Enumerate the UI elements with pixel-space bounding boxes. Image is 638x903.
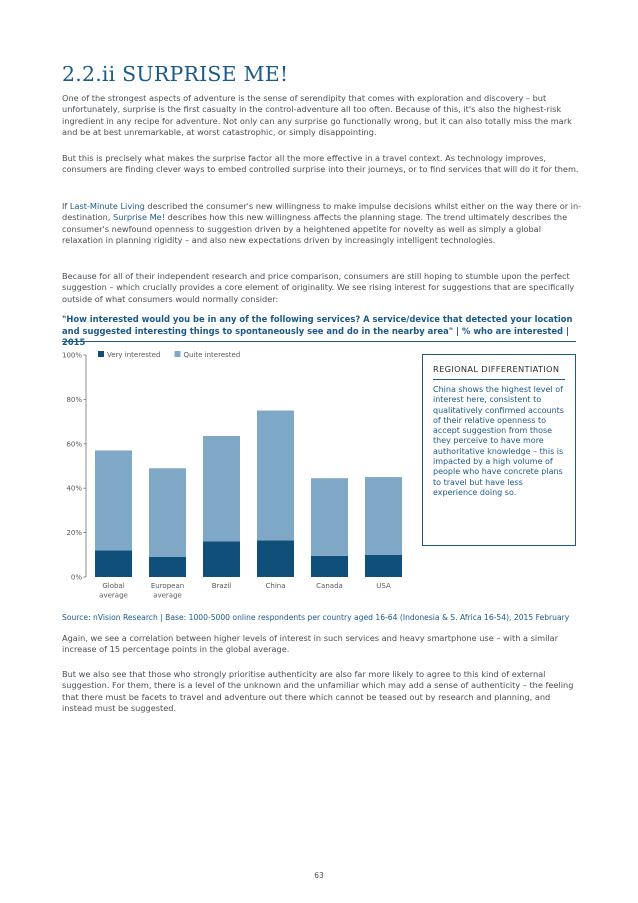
bar-segment-very-interested	[149, 557, 186, 577]
sidebox-text: China shows the highest level of interest here, consistent to qualitatively confirmed accounts of their relative openness to accept suggestion from those they perceive to have more authoritative knowledge – this is impacted by a high volume of people who have concrete plans to travel but have less experience doing so.	[433, 385, 564, 497]
x-axis-labels	[99, 582, 391, 600]
x-tick-label: China	[265, 582, 286, 590]
bar-segment-very-interested	[365, 555, 402, 577]
paragraph-3-middle: described the consumer's new willingness to make impulse decisions whilst either on the way there or in-destination,	[62, 201, 582, 223]
bar-segment-very-interested	[95, 550, 132, 577]
y-tick-label: 80%	[66, 395, 82, 404]
y-tick-label: 20%	[66, 529, 82, 538]
surprise-me-link[interactable]: Surprise Me!	[113, 212, 165, 223]
bar-segment-quite-interested	[311, 478, 348, 556]
y-tick-label: 0%	[70, 573, 82, 582]
survey-question: "How interested would you be in any of the following services? A service/device that detected your location and suggested interesting things to spontaneously see and do in the nearby area" | % who are interested | 2015	[62, 314, 573, 348]
stacked-bar-chart	[40, 340, 420, 610]
sidebox-divider	[433, 379, 565, 380]
legend-swatch	[98, 351, 104, 357]
bar-segment-quite-interested	[149, 468, 186, 557]
source-note: Source: nVision Research | Base: 1000-5000 online respondents per country aged 16-64 (Indonesia & S. Africa 16-54), 2015 February	[62, 613, 570, 622]
bars-group	[95, 411, 402, 578]
x-tick-label: European	[150, 582, 185, 590]
paragraph-3-prefix: If	[62, 201, 70, 211]
paragraph-2: But this is precisely what makes the surprise factor all the more effective in a travel context. As technology improves, consumers are finding clever ways to embed controlled surprise into their journeys, or to find services that will do it for them.	[62, 153, 579, 175]
x-tick-label: Canada	[316, 582, 343, 590]
y-axis	[62, 352, 86, 582]
paragraph-1: One of the strongest aspects of adventure is the sense of serendipity that comes with exploration and discovery – but unfortunately, surprise is the first casualty in the control-adventure all too often. Because of this, it's also the highest-risk ingredient in any recipe for adventure. Not only can any surprise go functionally wrong, but it can also totally miss the mark and be at best unremarkable, at worst catastrophic, or simply disappointing.	[62, 93, 572, 138]
y-tick-label: 100%	[61, 351, 82, 360]
x-tick-label: average	[153, 591, 182, 600]
x-tick-label: average	[99, 591, 128, 600]
bar-segment-quite-interested	[365, 477, 402, 555]
bar-segment-very-interested	[311, 556, 348, 577]
x-tick-label: Brazil	[211, 582, 232, 590]
bar-segment-very-interested	[257, 540, 294, 577]
x-tick-label: Global	[102, 582, 125, 590]
bar-segment-quite-interested	[95, 450, 132, 550]
bar-segment-quite-interested	[203, 436, 240, 541]
paragraph-3-suffix: describes how this new willingness affects the planning stage. The trend ultimately describes the consumer's newfound openness to suggestion driven by a heightened appetite for novelty as well as simply a global relaxation in planning rigidity – and also new expectations driven by increasingly intelligent technologies.	[62, 212, 568, 246]
paragraph-4: Because for all of their independent research and price comparison, consumers are still hoping to stumble upon the perfect suggestion – which crucially provides a core element of originality. We see rising interest for suggestions that are specifically outside of what consumers would normally consider:	[62, 271, 575, 304]
legend-label: Quite interested	[183, 351, 241, 359]
paragraph-6: But we also see that those who strongly prioritise authenticity are also far more likely to agree to this kind of external suggestion. For them, there is a level of the unknown and the unfamiliar which may add a sense of authenticity – the feeling that there must be facets to travel and adventure out there which cannot be teased out by research and planning, and instead must be suggested.	[62, 669, 574, 714]
x-tick-label: USA	[376, 582, 391, 590]
y-tick-label: 60%	[66, 440, 82, 449]
paragraph-5: Again, we see a correlation between higher levels of interest in such services and heavy smartphone use – with a similar increase of 15 percentage points in the global average.	[62, 633, 559, 655]
bar-segment-quite-interested	[257, 411, 294, 541]
legend-swatch	[175, 351, 181, 357]
bar-segment-very-interested	[203, 541, 240, 577]
page-number: 63	[314, 871, 324, 880]
last-minute-living-link[interactable]: Last-Minute Living	[69, 201, 145, 211]
legend-label: Very interested	[107, 351, 161, 359]
sidebox-title: REGIONAL DIFFERENTIATION	[433, 364, 560, 374]
y-tick-label: 40%	[66, 484, 82, 493]
paragraph-3	[62, 201, 582, 247]
regional-differentiation-box	[422, 354, 576, 546]
chart-legend	[98, 351, 240, 359]
section-title: 2.2.ii SURPRISE ME!	[62, 62, 289, 86]
